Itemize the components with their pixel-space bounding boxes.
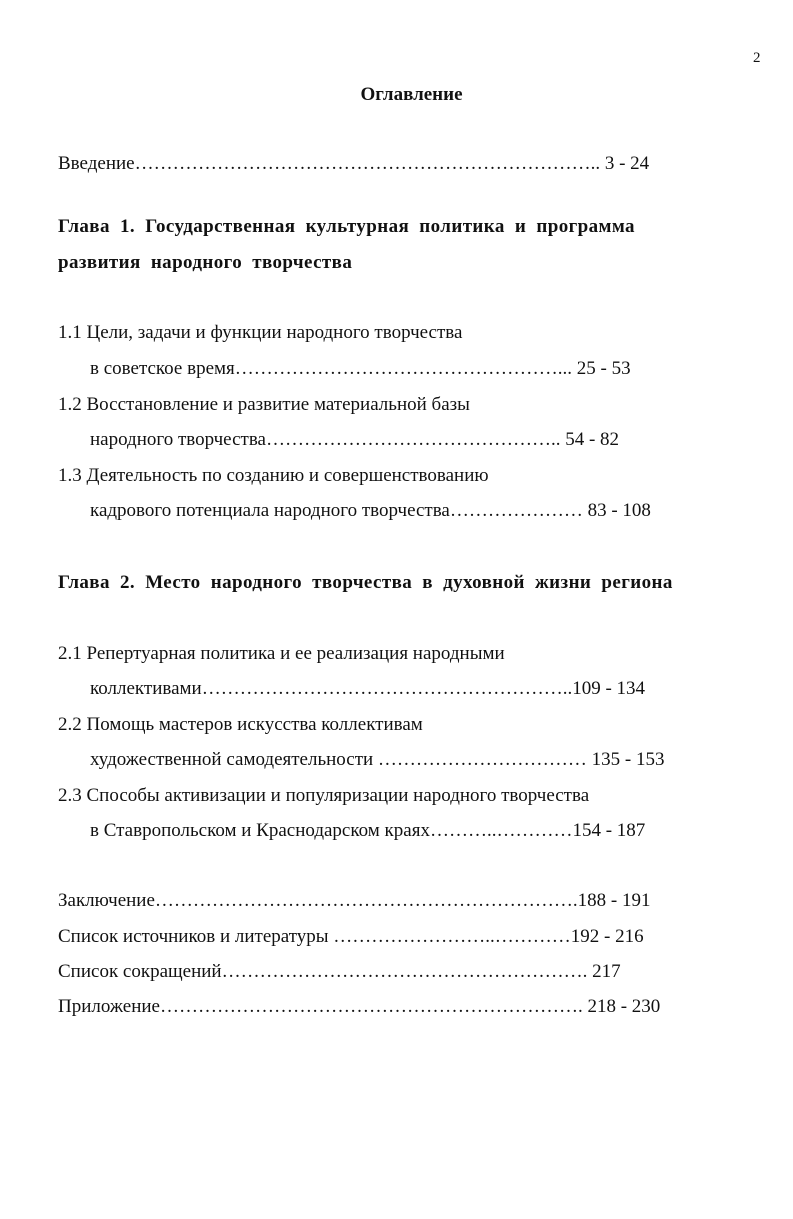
toc-entry-2-3-line-2: в Ставропольском и Краснодарском краях………..…………154 - 187 (90, 820, 646, 841)
toc-entry-2-3-line-1: 2.3 Способы активизации и популяризации народного творчества (58, 785, 590, 806)
toc-entry-1-3-line-2: кадрового потенциала народного творчества………………… 83 - 108 (90, 500, 651, 521)
toc-entry-conclusion: Заключение………………………………………………………….188 - 191 (58, 890, 651, 911)
toc-entry-2-1-line-2: коллективами…………………………………………………..109 - 134 (90, 678, 646, 699)
toc-entry-sources: Список источников и литературы ……………………..…………192 - 216 (58, 926, 644, 947)
toc-entry-2-1-line-1: 2.1 Репертуарная политика и ее реализация народными (58, 643, 505, 664)
page-number: 2 (753, 50, 761, 66)
chapter-1-heading-line-1: Глава 1. Государственная культурная политика и программа (58, 216, 635, 237)
toc-entry-1-2-line-1: 1.2 Восстановление и развитие материальной базы (58, 394, 470, 415)
page-title: Оглавление (360, 84, 463, 105)
toc-entry-1-2-line-2: народного творчества……………………………………….. 54 - 82 (90, 429, 620, 450)
toc-entry-2-2-line-1: 2.2 Помощь мастеров искусства коллективам (58, 714, 423, 735)
toc-entry-introduction: Введение……………………………………………………………….. 3 - 24 (58, 153, 650, 174)
toc-entry-abbreviations: Список сокращений…………………………………………………. 217 (58, 961, 621, 982)
chapter-1-heading-line-2: развития народного творчества (58, 252, 353, 273)
toc-entry-1-1-line-2: в советское время……………………………………………... 25 - 53 (90, 358, 631, 379)
chapter-2-heading: Глава 2. Место народного творчества в духовной жизни региона (58, 572, 673, 593)
toc-entry-1-3-line-1: 1.3 Деятельность по созданию и совершенствованию (58, 465, 489, 486)
toc-entry-1-1-line-1: 1.1 Цели, задачи и функции народного творчества (58, 322, 463, 343)
toc-entry-appendix: Приложение…………………………………………………………. 218 - 230 (58, 996, 661, 1017)
toc-entry-2-2-line-2: художественной самодеятельности …………………………… 135 - 153 (90, 749, 665, 770)
